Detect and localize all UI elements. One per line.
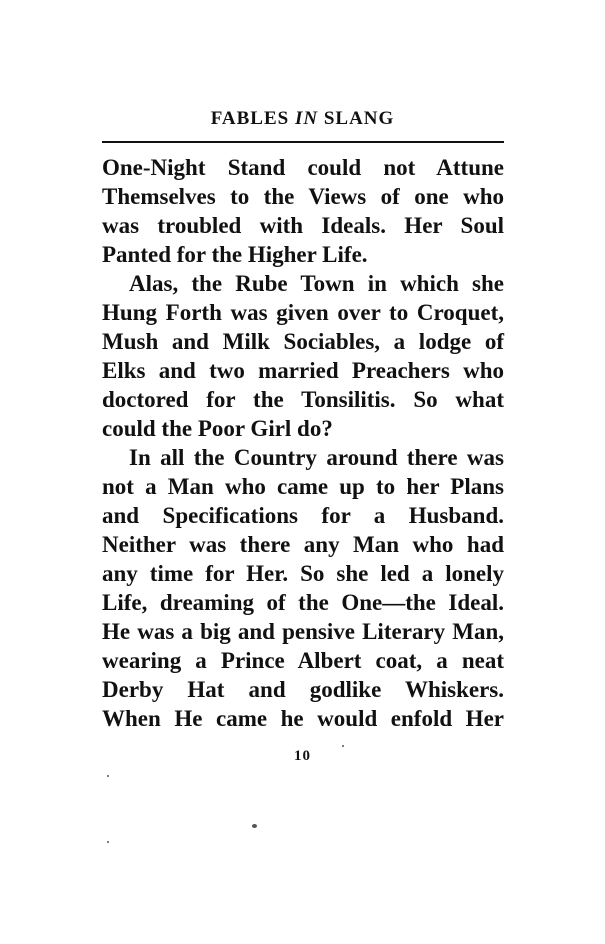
text-line: He was a big and pensive Literary Man, — [102, 619, 504, 644]
text-line: not a Man who came up to her Plans — [102, 474, 504, 499]
running-head-part2: SLANG — [323, 108, 395, 129]
text-line: Themselves to the Views of one who — [102, 184, 504, 209]
running-head-italic: IN — [294, 108, 319, 129]
scan-speck — [252, 824, 257, 828]
text-line: Derby Hat and godlike Whiskers. — [102, 677, 504, 702]
text-line: Panted for the Higher Life. — [102, 242, 368, 267]
text-line: any time for Her. So she led a lonely — [102, 561, 504, 586]
running-head — [0, 108, 605, 130]
text-line: and Specifications for a Husband. — [102, 503, 504, 528]
text-line: One-Night Stand could not Attune — [102, 155, 504, 180]
text-line: Hung Forth was given over to Croquet, — [102, 300, 504, 325]
text-line: Life, dreaming of the One—the Ideal. — [102, 590, 504, 615]
scan-speck — [107, 775, 109, 777]
text-line: could the Poor Girl do? — [102, 416, 333, 441]
scan-speck — [107, 841, 109, 843]
body-text — [102, 153, 504, 733]
text-line: was troubled with Ideals. Her Soul — [102, 213, 504, 238]
text-line: Neither was there any Man who had — [102, 532, 504, 557]
text-line: Elks and two married Preachers who — [102, 358, 504, 383]
running-head-part1: FABLES — [210, 108, 290, 129]
text-line: Alas, the Rube Town in which she — [129, 271, 504, 296]
page-number: 10 — [294, 748, 311, 764]
header-rule — [102, 141, 504, 143]
text-line: When He came he would enfold Her — [102, 706, 504, 731]
scan-speck — [342, 745, 344, 747]
text-line: Mush and Milk Sociables, a lodge of — [102, 329, 504, 354]
text-line: In all the Country around there was — [129, 445, 504, 470]
text-line: doctored for the Tonsilitis. So what — [102, 387, 504, 412]
text-line: wearing a Prince Albert coat, a neat — [102, 648, 504, 673]
